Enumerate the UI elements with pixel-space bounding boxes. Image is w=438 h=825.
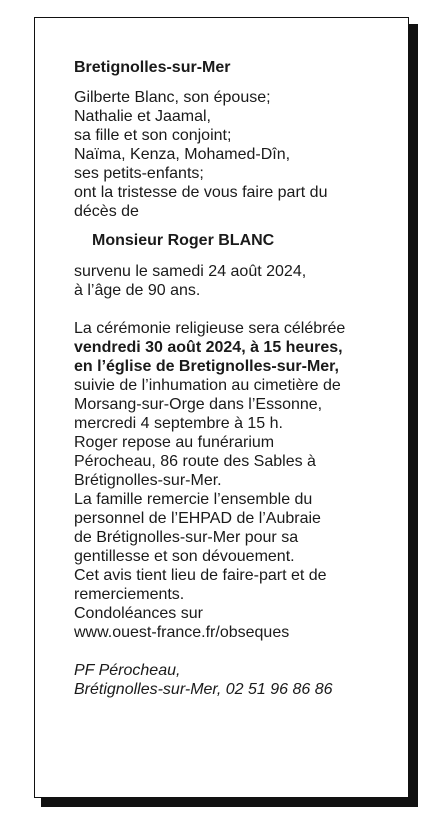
funeral-home-name: PF Pérocheau, — [74, 662, 181, 679]
death-line: à l’âge de 90 ans. — [74, 282, 201, 299]
signature-block — [74, 661, 404, 699]
ceremony-line: Morsang-sur-Orge dans l’Essonne, — [74, 396, 323, 413]
ceremony-line: mercredi 4 septembre à 15 h. — [74, 415, 283, 432]
family-line: Gilberte Blanc, son épouse; — [74, 89, 271, 106]
ceremony-line: Cet avis tient lieu de faire-part et de — [74, 567, 327, 584]
ceremony-line: suivie de l’inhumation au cimetière de — [74, 377, 341, 394]
ceremony-date: vendredi 30 août 2024, à 15 heures, — [74, 339, 343, 356]
notice-content — [74, 58, 404, 699]
ceremony-line: Condoléances sur — [74, 605, 203, 622]
funeral-home-contact: Brétignolles-sur-Mer, 02 51 96 86 86 — [74, 681, 333, 698]
death-block — [74, 262, 404, 300]
family-block — [74, 88, 404, 221]
ceremony-intro: La cérémonie religieuse sera célébrée — [74, 320, 346, 337]
notice-town: Bretignolles-sur-Mer — [74, 59, 231, 76]
ceremony-place: en l’église de Bretignolles-sur-Mer, — [74, 358, 339, 375]
obituary-notice — [34, 17, 409, 798]
condolences-url: www.ouest-france.fr/obseques — [74, 624, 290, 641]
family-line: ses petits-enfants; — [74, 165, 204, 182]
family-line: ont la tristesse de vous faire part du — [74, 184, 328, 201]
death-line: survenu le samedi 24 août 2024, — [74, 263, 307, 280]
family-line: décès de — [74, 203, 139, 220]
family-line: Nathalie et Jaamal, — [74, 108, 211, 125]
family-line: Naïma, Kenza, Mohamed-Dîn, — [74, 146, 291, 163]
family-line: sa fille et son conjoint; — [74, 127, 232, 144]
deceased-name: Monsieur Roger BLANC — [92, 232, 275, 249]
ceremony-line: Roger repose au funérarium — [74, 434, 275, 451]
ceremony-line: Pérocheau, 86 route des Sables à — [74, 453, 316, 470]
ceremony-block — [74, 319, 404, 642]
ceremony-line: La famille remercie l’ensemble du — [74, 491, 313, 508]
ceremony-line: de Brétignolles-sur-Mer pour sa — [74, 529, 299, 546]
ceremony-line: remerciements. — [74, 586, 185, 603]
ceremony-line: gentillesse et son dévouement. — [74, 548, 295, 565]
ceremony-line: personnel de l’EHPAD de l’Aubraie — [74, 510, 321, 527]
ceremony-line: Brétignolles-sur-Mer. — [74, 472, 222, 489]
